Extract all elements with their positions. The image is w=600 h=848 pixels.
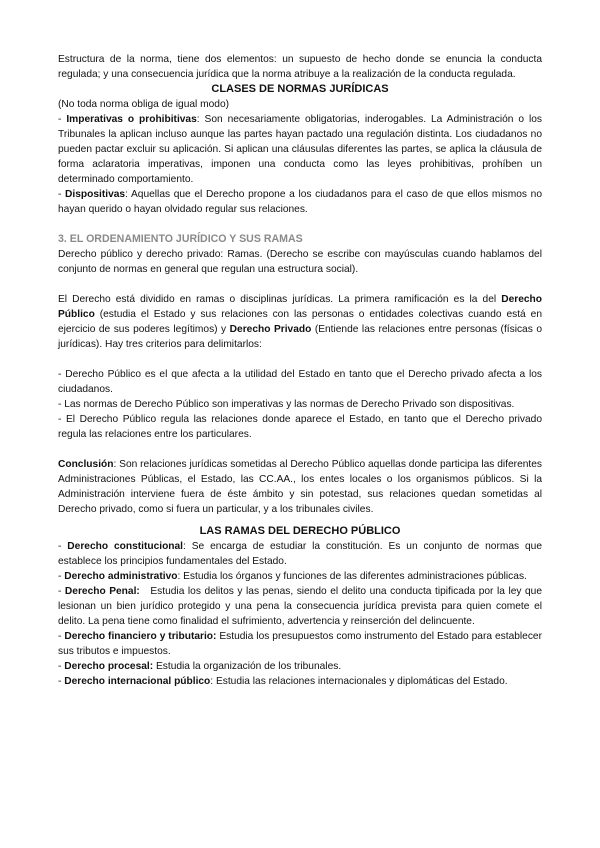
clases-heading: CLASES DE NORMAS JURÍDICAS	[211, 83, 389, 95]
section-3-heading: 3. EL ORDENAMIENTO JURÍDICO Y SUS RAMAS	[58, 233, 303, 245]
rama-term: Derecho internacional público	[64, 676, 211, 687]
division-text-a: El Derecho está dividido en ramas o disciplinas jurídicas. La primera ramificación es la del	[58, 294, 502, 305]
clases-note: (No toda norma obliga de igual modo)	[58, 99, 230, 110]
rama-term: Derecho procesal:	[64, 661, 154, 672]
conclusion-text: : Son relaciones jurídicas sometidas al Derecho Público aquellas donde participa las diferentes Administraciones Públicas, el Estado, las CC.AA., los entes locales o los organismos públicos. Si la Administración interviene fuera de éste ámbito y sin potestad, sus relaciones quedan sometidas al Derecho privado, como si fuera un particular, y a los tribunales civiles.	[58, 459, 542, 515]
rama-term: Derecho Penal:	[64, 586, 140, 597]
criterio-item: - El Derecho Público regula las relaciones donde aparece el Estado, en tanto que el Derecho privado regula las relaciones entre los particulares.	[58, 414, 542, 440]
spacer	[58, 442, 542, 457]
spacer	[58, 517, 542, 524]
derecho-publico-term: Derecho Público	[58, 294, 542, 320]
rama-term: Derecho administrativo	[64, 571, 178, 582]
criterio-item: - Derecho Público es el que afecta a la utilidad del Estado en tanto que el Derecho privado afecta a los ciudadanos.	[58, 369, 542, 395]
rama-term: Derecho constitucional	[67, 541, 184, 552]
rama-item: - Derecho constitucional: Se encarga de estudiar la constitución. Es un conjunto de normas que establece los principios fundamentales del Estado.	[58, 541, 542, 567]
rama-text: Estudia los delitos y las penas, siendo el delito una conducta tipificada por la ley que lesionan un bien jurídico protegido y una pena la consecuencia jurídica prevista para quien comete el delito. La pena tiene como finalidad el sufrimiento, advertencia y reinserción del delincuente.	[58, 586, 545, 627]
division-text-d: (Entiende las relaciones entre personas (físicas o jurídicas). Hay tres criterios para delimitarlos:	[58, 324, 542, 350]
ramas-heading: LAS RAMAS DEL DERECHO PÚBLICO	[199, 525, 401, 537]
conclusion-paragraph	[58, 457, 542, 517]
rama-item: - Derecho Penal: Estudia los delitos y las penas, siendo el delito una conducta tipificada por la ley que lesionan un bien jurídico protegido y una pena la consecuencia jurídica prevista para quien comete el delito. La pena tiene como finalidad el sufrimiento, advertencia y reinserción del delincuente.	[58, 586, 545, 627]
rama-item: - Derecho internacional público: Estudia las relaciones internacionales y diplomáticas del Estado.	[58, 676, 508, 687]
dispositivas-paragraph: - Dispositivas: Aquellas que el Derecho propone a los ciudadanos para el caso de que ellos mismos no hayan querido o hayan olvidado regular sus relaciones.	[58, 189, 542, 215]
intro-paragraph: Estructura de la norma, tiene dos elementos: un supuesto de hecho donde se enuncia la conducta regulada; y una consecuencia jurídica que la norma atribuye a la realización de la conducta regulada.	[58, 54, 542, 80]
rama-text: Estudia la organización de los tribunales.	[153, 661, 342, 672]
conclusion-term: Conclusión	[58, 459, 114, 470]
dispositivas-text: : Aquellas que el Derecho propone a los ciudadanos para el caso de que ellos mismos no hayan querido o hayan olvidado regular sus relaciones.	[58, 189, 542, 215]
spacer	[58, 217, 542, 232]
division-paragraph	[58, 292, 542, 352]
criterio-item: - Las normas de Derecho Público son imperativas y las normas de Derecho Privado son dispositivas.	[58, 399, 515, 410]
rama-item: - Derecho procesal: Estudia la organización de los tribunales.	[58, 661, 342, 672]
imperativas-term: Imperativas o prohibitivas	[66, 114, 197, 125]
ramas-intro-paragraph: Derecho público y derecho privado: Ramas. (Derecho se escribe con mayúsculas cuando hablamos del conjunto de normas en general que regulan una estructura social).	[58, 249, 542, 275]
rama-text: Estudia los presupuestos como instrumento del Estado para establecer sus tributos e impuestos.	[58, 631, 542, 657]
rama-text: : Se encarga de estudiar la constitución. Es un conjunto de normas que establece los principios fundamentales del Estado.	[58, 541, 542, 567]
division-text-c: (estudia el Estado y sus relaciones con las personas o entidades colectivas cuando está en ejercicio de sus poderes legítimos) y	[58, 309, 542, 335]
rama-item: - Derecho financiero y tributario: Estudia los presupuestos como instrumento del Estado para establecer sus tributos e impuestos.	[58, 631, 542, 657]
spacer	[58, 277, 542, 292]
rama-item: - Derecho administrativo: Estudia los órganos y funciones de las diferentes administraciones públicas.	[58, 571, 527, 582]
spacer	[58, 352, 542, 367]
document-body	[58, 52, 545, 689]
imperativas-text: : Son necesariamente obligatorias, inderogables. La Administración o los Tribunales la aplican incluso aunque las partes hayan pactado una regulación distinta. Los ciudadanos no pueden pactar excluir su aplicación. Si aplican una cláusulas diferentes las partes, se aplica la cláusula de forma aclaratoria imperativas, imponen una conducta como las leyes prohibitivas, prohíben un determinado comportamiento.	[58, 114, 542, 185]
rama-text: : Estudia los órganos y funciones de las diferentes administraciones públicas.	[177, 571, 527, 582]
rama-term: Derecho financiero y tributario:	[64, 631, 217, 642]
imperativas-paragraph: - Imperativas o prohibitivas: Son necesariamente obligatorias, inderogables. La Administración o los Tribunales la aplican incluso aunque las partes hayan pactado una regulación distinta. Los ciudadanos no pueden pactar excluir su aplicación. Si aplican una cláusulas diferentes las partes, se aplica la cláusula de forma aclaratoria imperativas, imponen una conducta como las leyes prohibitivas, prohíben un determinado comportamiento.	[58, 114, 542, 185]
rama-text: : Estudia las relaciones internacionales y diplomáticas del Estado.	[210, 676, 508, 687]
dispositivas-term: Dispositivas	[65, 189, 126, 200]
derecho-privado-term: Derecho Privado	[229, 324, 312, 335]
